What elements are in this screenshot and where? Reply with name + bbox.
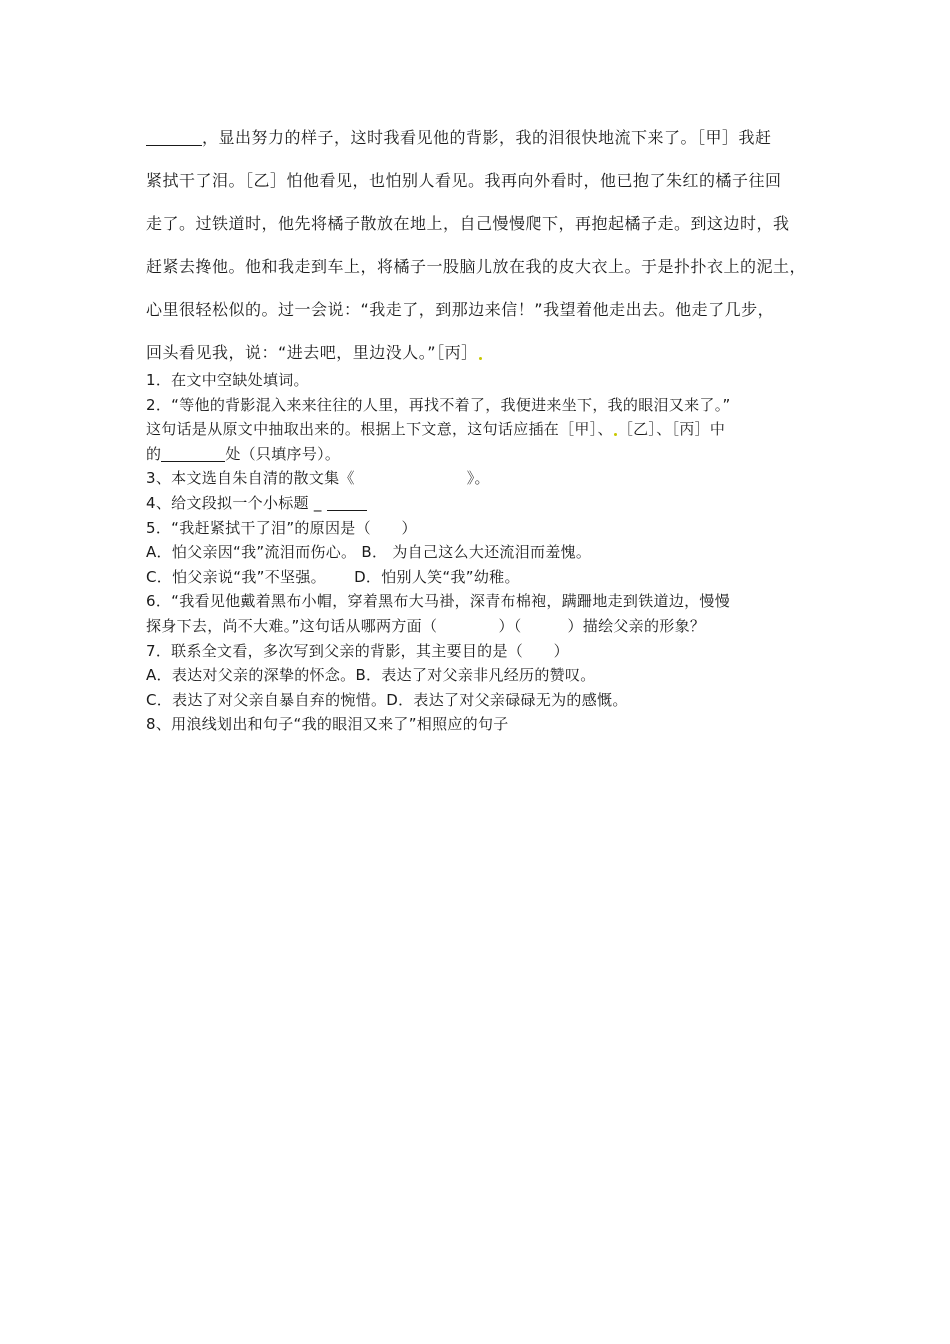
passage-text: 心里很轻松似的。过一会说：“我走了，到那边来信！”我望着他走出去。他走了几步， (146, 300, 775, 319)
question-8: 8、用浪线划出和句子“我的眼泪又来了”相照应的句子 (146, 715, 509, 734)
question-5: 5．“我赶紧拭干了泪”的原因是（ ） (146, 518, 417, 537)
question-7-options-ab: A．表达对父亲的深挚的怀念。B．表达了对父亲非凡经历的赞叹。 (146, 666, 596, 685)
passage-text: 回头看见我，说：“进去吧，里边没人。”［丙］ (146, 343, 478, 362)
passage-text: 紧拭干了泪。［乙］怕他看见，也怕别人看见。我再向外看时，他已抱了朱红的橘子往回 (146, 171, 782, 190)
question-4 (146, 491, 836, 516)
question-list (146, 368, 836, 737)
question-text: 这句话是从原文中抽取出来的。根据上下文意，这句话应插在［甲］、 (146, 420, 613, 439)
passage-line (146, 120, 826, 163)
answer-blank (327, 494, 367, 511)
question-5-options-cd: C．怕父亲说“我”不坚强。 D．怕别人笑“我”幼稚。 (146, 567, 520, 586)
question-2: 2．“等他的背影混入来来往往的人里，再找不着了，我便进来坐下，我的眼泪又来了。” (146, 395, 731, 414)
question-2-line-2 (146, 417, 836, 442)
question-text: 》。 (466, 469, 490, 488)
question-1: 1．在文中空缺处填词。 (146, 371, 309, 389)
passage-text: 赶紧去搀他。他和我走到车上，将橘子一股脑儿放在我的皮大衣上。于是扑扑衣上的泥土， (146, 257, 807, 276)
question-7: 7．联系全文看，多次写到父亲的背影，其主要目的是（ ） (146, 641, 569, 660)
reading-passage (146, 120, 826, 378)
passage-line (146, 292, 826, 335)
question-6: 6．“我看见他戴着黑布小帽，穿着黑布大马褂，深青布棉袍，蹒跚地走到铁道边，慢慢 (146, 592, 731, 611)
passage-line (146, 163, 826, 206)
question-5-options-ab: A．怕父亲因“我”流泪而伤心。 B． 为自己这么大还流泪而羞愧。 (146, 543, 592, 562)
question-text: 的 (146, 444, 162, 463)
question-7-options-cd: C．表达了对父亲自暴自弃的惋惜。D．表达了对父亲碌碌无为的感慨。 (146, 690, 628, 709)
question-3 (146, 466, 836, 491)
marker-dot (479, 357, 482, 360)
question-text: ［乙］、［丙］中 (617, 420, 726, 439)
passage-line (146, 249, 826, 292)
answer-blank (161, 445, 225, 462)
question-text: 3、本文选自朱自清的散文集《 (146, 469, 355, 488)
passage-text: ，显出努力的样子，这时我看见他的背影，我的泪很快地流下来了。［甲］我赶 (202, 128, 772, 147)
question-2-line-3 (146, 442, 836, 467)
marker-dot (614, 433, 617, 436)
question-6-line-2: 探身下去，尚不大难。”这句话从哪两方面（ ）（ ）描绘父亲的形象？ (146, 616, 706, 635)
passage-text: 走了。过铁道时，他先将橘子散放在地上，自己慢慢爬下，再抱起橘子走。到这边时，我 (146, 214, 790, 233)
question-text: 处（只填序号）。 (225, 444, 341, 463)
fill-blank (146, 127, 202, 146)
passage-line (146, 206, 826, 249)
question-text: 4、给文段拟一个小标题 _ (146, 493, 322, 512)
